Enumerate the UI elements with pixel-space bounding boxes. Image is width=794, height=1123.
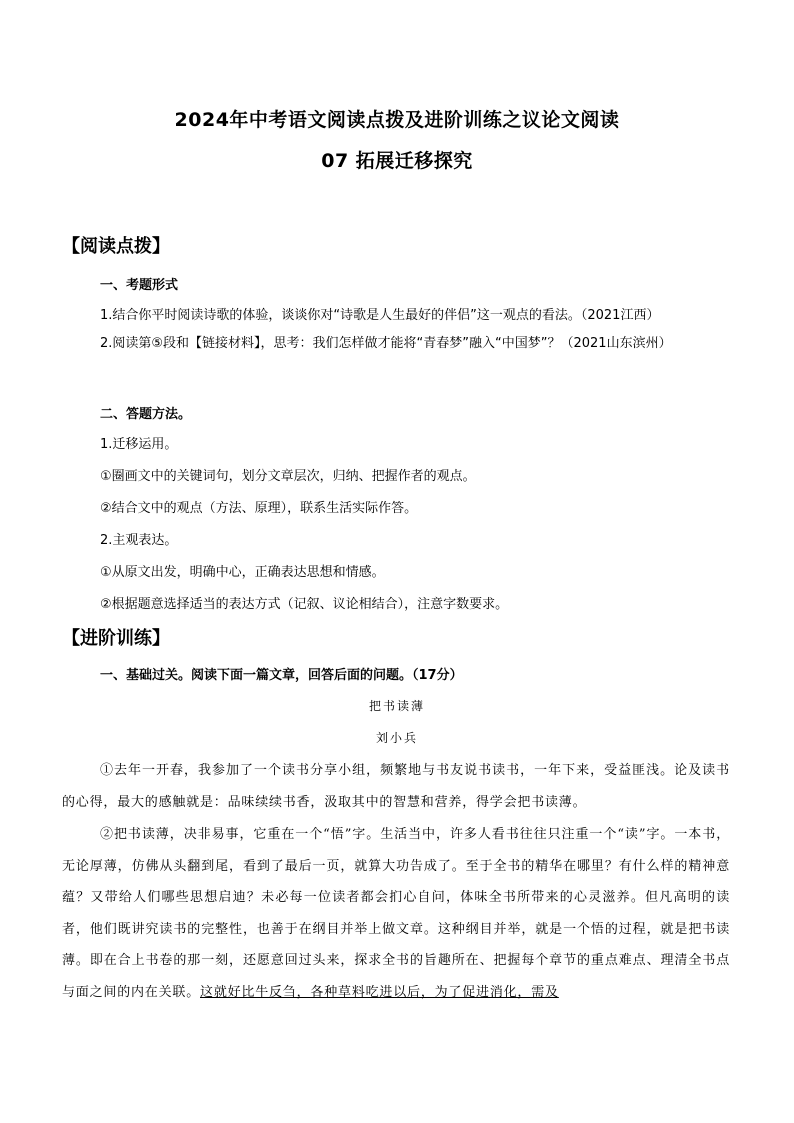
document-subtitle: 07 拓展迁移探究: [321, 150, 473, 172]
method-1-point-b: ②结合文中的观点（方法、原理），联系生活实际作答。: [100, 501, 418, 516]
method-1-point-a: ①圈画文中的关键词句，划分文章层次，归纳、把握作者的观点。: [100, 469, 476, 484]
essay-paragraph-1: ①去年一开春，我参加了一个读书分享小组，频繁地与书友说书读书，一年下来，受益匪浅。论及读书的心得，最大的感触就是：品味续续书香，汲取其中的智慧和营养，得学会把书读薄。: [62, 763, 730, 810]
heading-question-forms: 一、考题形式: [100, 278, 179, 293]
method-2-heading: 2.主观表达。: [100, 533, 178, 548]
heading-answer-methods: 二、答题方法。: [100, 407, 192, 422]
essay-paragraph-2: [62, 819, 730, 1008]
task-instruction: 一、基础过关。阅读下面一篇文章，回答后面的问题。（17分）: [100, 668, 463, 683]
example-question-1: 1.结合你平时阅读诗歌的体验，谈谈你对“诗歌是人生最好的伴侣”这一观点的看法。（2021江西）: [100, 308, 660, 323]
essay-underlined-sentence: 这就好比牛反刍，各种草料吃进以后，为了促进消化，需及: [200, 984, 559, 1000]
example-question-2: 2.阅读第⑤段和【链接材料】，思考：我们怎样做才能将“青春梦”融入“中国梦”？（2021山东滨州）: [100, 336, 672, 351]
method-2-point-b: ②根据题意选择适当的表达方式（记叙、议论相结合），注意字数要求。: [100, 597, 509, 612]
document-title: 2024年中考语文阅读点拨及进阶训练之议论文阅读: [174, 109, 620, 131]
section-heading-reading-tips: 【阅读点拨】: [62, 236, 170, 257]
essay-paragraph-2-text: ②把书读薄，决非易事，它重在一个“悟”字。生活当中，许多人看书往往只注重一个“读”字。一本书，无论厚薄，仿佛从头翻到尾，看到了最后一页，就算大功告成了。至于全书的精华在哪里？有什么样的精神意蕴？又带给人们哪些思想启迪？未必每一位读者都会扪心自问，体味全书所带来的心灵滋养。但凡高明的读者，他们既讲究读书的完整性，也善于在纲目并举上做文章。这种纲目并举，就是一个悟的过程，就是把书读薄。即在合上书卷的那一刻，还愿意回过头来，探求全书的旨趣所在、把握每个章节的重点难点、理清全书点与面之间的内在关联。: [62, 827, 730, 1000]
essay-title: 把书读薄: [368, 699, 425, 713]
essay-author: 刘小兵: [375, 731, 418, 745]
method-2-point-a: ①从原文出发，明确中心，正确表达思想和情感。: [100, 565, 385, 580]
method-1-heading: 1.迁移运用。: [100, 437, 178, 452]
section-heading-advanced-training: 【进阶训练】: [62, 628, 170, 649]
